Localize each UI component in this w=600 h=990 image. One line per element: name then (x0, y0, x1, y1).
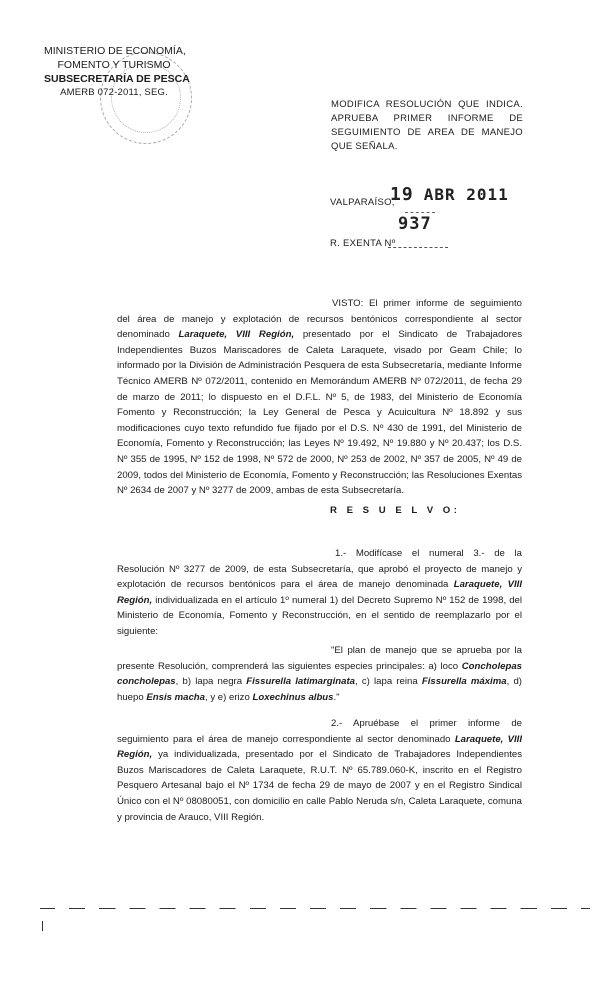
ministry-name: MINISTERIO DE ECONOMÍA, (44, 45, 186, 57)
resolution-number: 937 (398, 214, 432, 234)
ministry-name-cont: FOMENTO Y TURISMO (57, 59, 171, 71)
date-stamp-day: 19 (390, 184, 414, 205)
species-4: Ensis macha (146, 691, 206, 703)
resolution-number-line (388, 247, 448, 248)
species-1: Concholepas concholepas (117, 660, 522, 688)
quote-lead: "El plan de manejo que se aprueba por la presente Resolución, comprenderá las siguientes especies principales: a) loco (117, 645, 522, 672)
resuelvo-heading: R E S U E L V O: (330, 505, 461, 516)
resolution-label: R. EXENTA Nº (330, 238, 396, 249)
visto-paragraph (117, 296, 522, 499)
undersecretariat-name: SUBSECRETARÍA DE PESCA (44, 73, 190, 85)
visto-lead: VISTO: El primer informe de seguimiento del área de manejo y explotación de recursos bentónicos correspondiente al sector denominado (117, 298, 522, 341)
footer-divider (40, 908, 590, 915)
article-1-rest: individualizada en el artículo 1º numeral 1) del Decreto Supremo Nº 152 de 1998, del Ministerio de Economía, Fomento y Reconstrucción, en el sentido de reemplazarlo por el siguiente: (117, 594, 522, 637)
article-2-paragraph (117, 716, 522, 825)
species-quote-paragraph (117, 643, 522, 705)
article-2-sector: Laraquete, VIII Región, (117, 733, 523, 761)
quote-text-3: , c) lapa reina (354, 676, 422, 688)
letterhead (44, 44, 190, 100)
quote-end: ." (333, 691, 340, 703)
article-1-sector: Laraquete, VIII Región, (117, 579, 522, 606)
visto-rest: presentado por el Sindicato de Trabajadores Independientes Buzos Mariscadores de Caleta Laraquete, visado por Geam Chile; lo informado por la División de Administración Pesquera de esta Subsecretaría, mediante Informe Técnico AMERB Nº 072/2011, contenido en Memorándum AMERB Nº 072/2011, de fecha 29 de marzo de 2011; lo dispuesto en el D.F.L. Nº 5, de 1983, del Ministerio de Economía Fomento y Reconstrucción; la Ley General de Pesca y Acuicultura Nº 18.892 y sus modificaciones cuyo texto refundido fue fijado por el D.S. Nº 430 de 1991, del Ministerio de Economía, Fomento y Reconstrucción; las Leyes Nº 19.492, Nº 19.880 y Nº 20.437; los D.S. Nº 355 de 1995, Nº 152 de 1998, Nº 572 de 2000, Nº 253 de 2002, Nº 357 de 2005, Nº 49 de 2009, todos del Ministerio de Economía, Fomento y Reconstrucción; las Resoluciones Exentas Nº 2634 de 2007 y Nº 3277 de 2009, ambas de esta Subsecretaría. (117, 329, 522, 497)
visto-sector: Laraquete, VIII Región, (178, 329, 295, 341)
article-2-rest: ya individualizada, presentado por el Sindicato de Trabajadores Independientes Buzos Mariscadores de Caleta Laraquete, R.U.T. Nº 65.789.060-K, inscrito en el Registro Pesquero Artesanal bajo el Nº 1734 de fecha 29 de mayo de 2007 y en el Registro Sindical Único con el Nº 08080051, con domicilio en calle Pablo Neruda s/n, Caleta Laraquete, comuna y provincia de Arauco, VIII Región. (117, 749, 522, 823)
resolution-subject: MODIFICA RESOLUCIÓN QUE INDICA. APRUEBA PRIMER INFORME DE SEGUIMIENTO DE AREA DE MANEJO QUE SEÑALA. (331, 99, 523, 152)
species-3: Fissurella máxima (421, 676, 507, 688)
place-label: VALPARAÍSO, (330, 197, 395, 208)
article-1-paragraph (117, 546, 522, 640)
quote-text-4: , d) huepo (117, 676, 522, 703)
date-stamp (390, 184, 509, 205)
quote-text-5: , y e) erizo (205, 691, 253, 703)
date-stamp-month-year: ABR 2011 (423, 185, 509, 204)
article-1-lead: 1.- Modifícase el numeral 3.- de la Resolución Nº 3277 de 2009, de esta Subsecretaría, que aprobó el proyecto de manejo y explotación de recursos bentónicos para el área de manejo denominada (117, 548, 522, 591)
article-2-lead: 2.- Apruébase el primer informe de seguimiento para el área de manejo correspondiente al sector denominado (117, 718, 522, 745)
resolution-number-block (330, 214, 560, 254)
footer-mark (42, 921, 43, 931)
species-5: Loxechinus albus (252, 691, 334, 703)
file-reference: AMERB 072-2011, SEG. (60, 87, 168, 98)
species-2: Fissurella latimarginata (246, 676, 355, 688)
date-underline (405, 212, 435, 213)
quote-text-2: , b) lapa negra (175, 676, 247, 688)
